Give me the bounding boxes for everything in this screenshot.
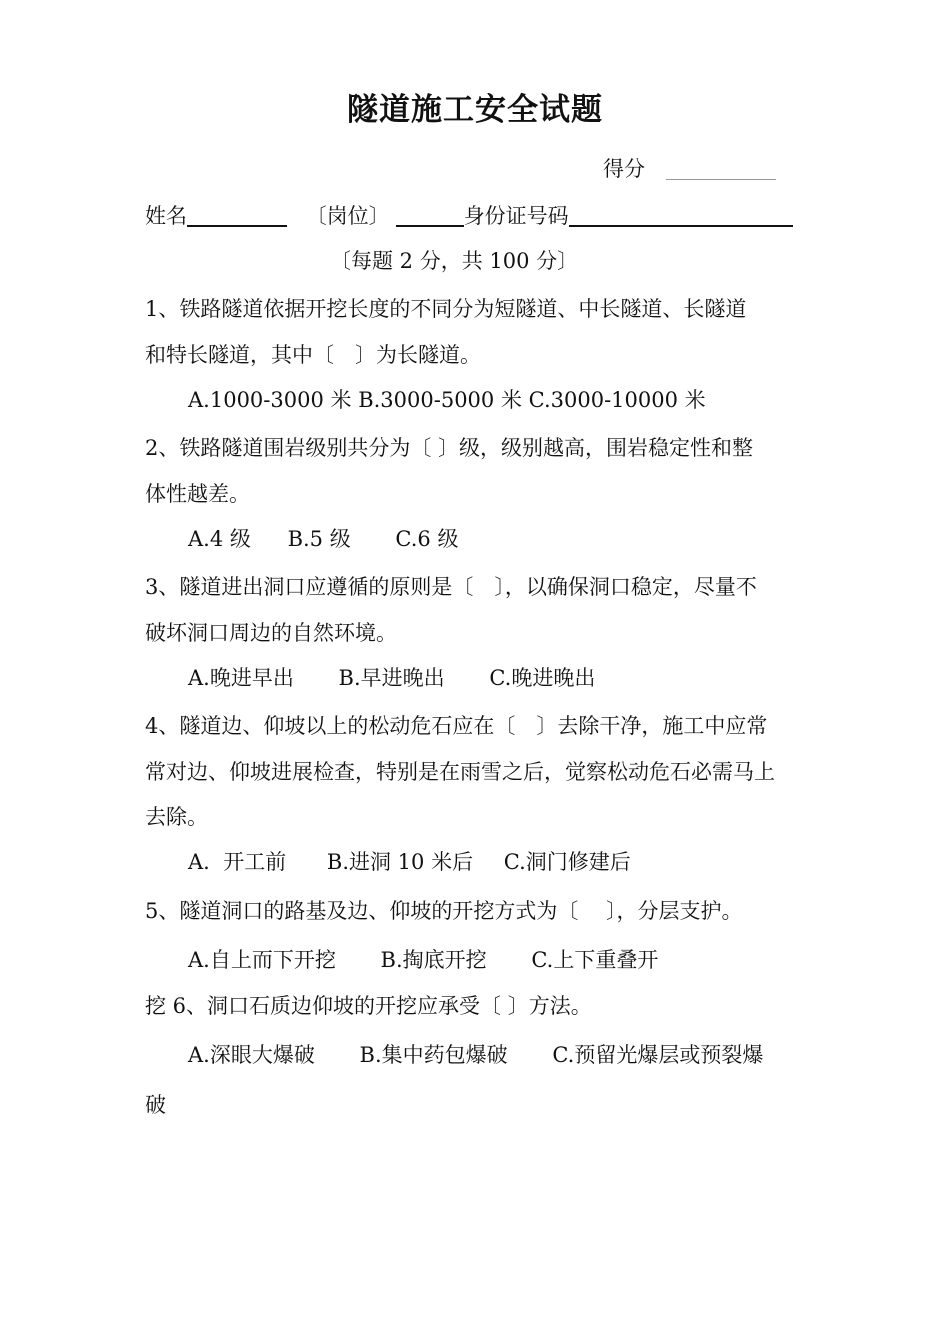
option-b[interactable]: B.进洞 10 米后 [326, 850, 474, 874]
option-c[interactable]: C.6 级 [395, 527, 459, 551]
option-a[interactable]: A.1000-3000 米 [188, 388, 352, 412]
option-b[interactable]: B.5 级 [287, 527, 351, 551]
option-a[interactable]: A.4 级 [188, 527, 251, 551]
question-4-line-1: 4、隧道边、仰坡以上的松动危石应在〔 〕去除干净，施工中应常 [145, 714, 768, 738]
option-c[interactable]: C.预留光爆层或预裂爆 [552, 1043, 764, 1067]
question-5-options [188, 945, 658, 975]
question-6-line-tail: 破 [145, 1093, 166, 1117]
question-2-options [188, 524, 458, 554]
question-1-options [188, 385, 706, 415]
option-b[interactable]: B.集中药包爆破 [359, 1043, 508, 1067]
name-label: 姓名 [145, 204, 187, 228]
score-label: 得分 [603, 157, 645, 181]
option-b[interactable]: B.掏底开挖 [380, 948, 487, 972]
name-blank[interactable] [187, 203, 287, 227]
question-6-line-1: 挖 6、洞口石质边仰坡的开挖应承受〔 〕方法。 [145, 994, 592, 1018]
option-c[interactable]: C.晚进晚出 [489, 666, 596, 690]
question-3-options [188, 663, 595, 693]
page-title: 隧道施工安全试题 [347, 92, 603, 128]
question-4-line-3: 去除。 [145, 805, 208, 829]
option-c[interactable]: C.3000-10000 米 [528, 388, 706, 412]
scoring-note: 〔每题 2 分，共 100 分〕 [330, 249, 579, 273]
question-5-line-1: 5、隧道洞口的路基及边、仰坡的开挖方式为〔 〕，分层支护。 [145, 899, 743, 923]
identity-row [145, 201, 793, 231]
option-b[interactable]: B.早进晚出 [338, 666, 445, 690]
question-1-line-2: 和特长隧道，其中〔 〕为长隧道。 [145, 343, 481, 367]
option-c[interactable]: C.洞门修建后 [503, 850, 631, 874]
score-row [603, 154, 776, 184]
option-c[interactable]: C.上下重叠开 [531, 948, 659, 972]
score-blank[interactable] [666, 157, 776, 180]
question-6-options [188, 1040, 763, 1070]
id-blank[interactable] [569, 203, 793, 227]
id-label: 身份证号码 [463, 204, 569, 228]
question-4-line-2: 常对边、仰坡进展检查，特别是在雨雪之后，觉察松动危石必需马上 [145, 760, 775, 784]
question-2-line-2: 体性越差。 [145, 482, 250, 506]
option-a[interactable]: A. 开工前 [188, 850, 287, 874]
question-2-line-1: 2、铁路隧道围岩级别共分为〔 〕级，级别越高，围岩稳定性和整 [145, 436, 754, 460]
position-label: 〔岗位〕 [305, 204, 390, 228]
question-3-line-1: 3、隧道进出洞口应遵循的原则是〔 〕，以确保洞口稳定，尽量不 [145, 575, 757, 599]
option-a[interactable]: A.晚进早出 [188, 666, 294, 690]
option-a[interactable]: A.自上而下开挖 [188, 948, 336, 972]
option-b[interactable]: B.3000-5000 米 [358, 388, 522, 412]
question-1-line-1: 1、铁路隧道依据开挖长度的不同分为短隧道、中长隧道、长隧道 [145, 297, 747, 321]
position-blank[interactable] [396, 203, 464, 227]
question-3-line-2: 破坏洞口周边的自然环境。 [145, 621, 397, 645]
option-a[interactable]: A.深眼大爆破 [188, 1043, 315, 1067]
question-4-options [188, 847, 631, 877]
